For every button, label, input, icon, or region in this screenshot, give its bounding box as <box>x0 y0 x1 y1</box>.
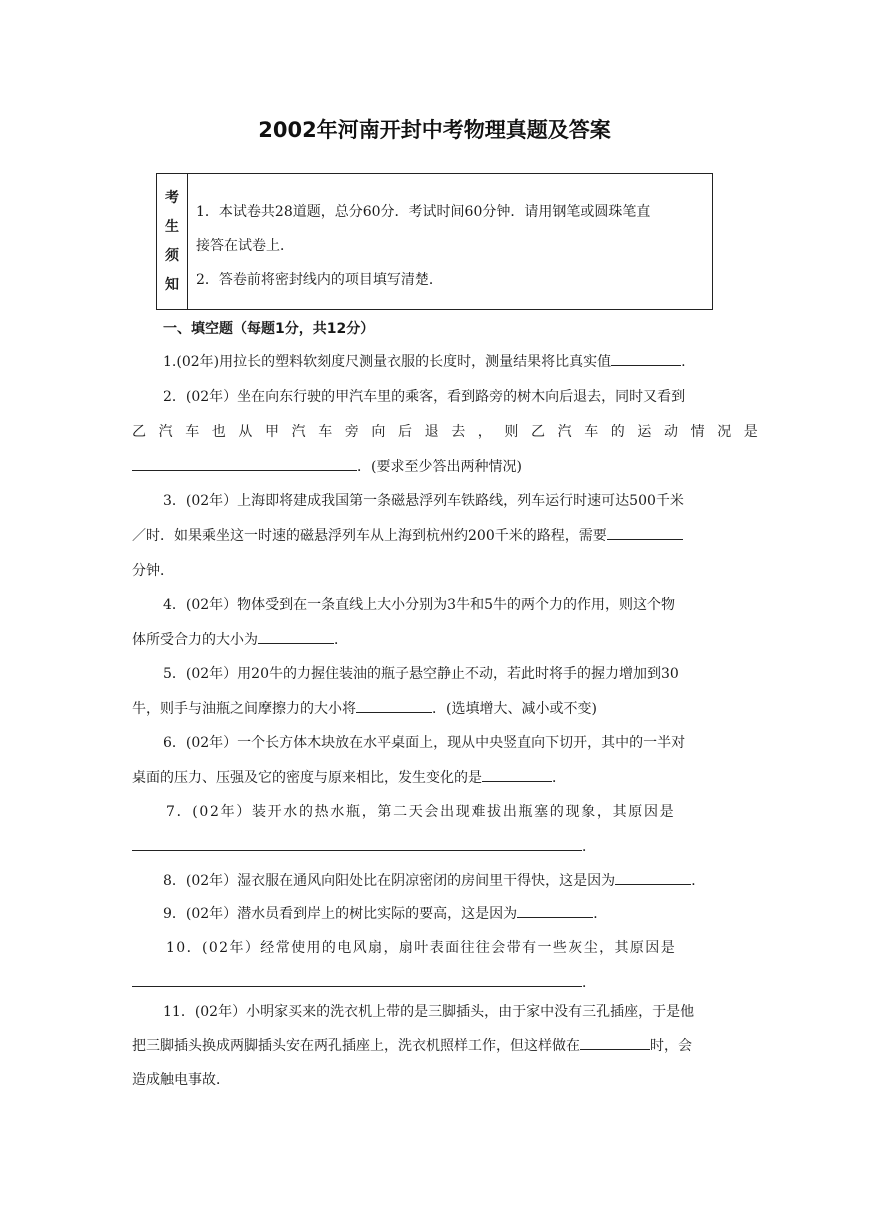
question-4 <box>132 588 738 658</box>
notice-item-1 <box>196 195 700 263</box>
question-7 <box>132 795 738 865</box>
question-line <box>132 830 738 865</box>
question-text: 造成触电事故． <box>132 1072 230 1088</box>
answer-blank[interactable] <box>517 901 593 918</box>
question-text: 1.(02年)用拉长的塑料软刻度尺测量衣服的长度时，测量结果将比真实值 <box>163 354 612 370</box>
answer-blank[interactable] <box>132 454 357 471</box>
question-text: 2．(02年）坐在向东行驶的甲汽车里的乘客，看到路旁的树木向后退去，同时又看到 <box>163 389 686 405</box>
question-text: ． <box>691 873 706 889</box>
answer-blank[interactable] <box>356 696 432 713</box>
question-line <box>132 1029 738 1063</box>
answer-blank[interactable] <box>132 834 582 851</box>
question-text: . <box>681 354 686 370</box>
question-text: 乙汽车也从甲汽车旁向后退去，则乙汽车的运动情况是 <box>132 424 771 440</box>
question-8 <box>132 864 738 899</box>
page-title: 2002年河南开封中考物理真题及答案 <box>258 118 611 142</box>
answer-blank[interactable] <box>258 627 334 644</box>
question-10 <box>132 931 738 1001</box>
answer-blank[interactable] <box>615 868 691 885</box>
question-9 <box>132 897 738 932</box>
question-6 <box>132 726 738 796</box>
question-3 <box>132 484 738 589</box>
notice-body <box>188 174 712 309</box>
question-text: 9．(02年）潜水员看到岸上的树比实际的要高，这是因为 <box>163 906 518 922</box>
answer-blank[interactable] <box>132 970 582 987</box>
question-11 <box>132 995 738 1097</box>
question-text: 体所受合力的大小为 <box>132 632 258 648</box>
question-line <box>132 761 738 796</box>
answer-blank[interactable] <box>580 1033 650 1050</box>
question-text: ． <box>334 632 348 648</box>
question-text: ． <box>582 839 596 855</box>
question-text: ／时．如果乘坐这一时速的磁悬浮列车从上海到杭州约200千米的路程，需要 <box>132 528 607 544</box>
question-text: 分钟． <box>132 563 174 579</box>
question-text: 10．(02年）经常使用的电风扇，扇叶表面往往会带有一些灰尘，其原因是 <box>166 940 677 956</box>
question-text: ． <box>582 975 596 991</box>
notice-item-1-line: 接答在试卷上． <box>196 238 294 254</box>
question-text: 4．(02年）物体受到在一条直线上大小分别为3牛和5牛的两个力的作用，则这个物 <box>163 597 675 613</box>
question-text: 7．(02年）装开水的热水瓶，第二天会出现难拔出瓶塞的现象，其原因是 <box>166 804 676 820</box>
question-text: 时，会 <box>650 1038 692 1054</box>
question-5 <box>132 657 738 727</box>
section-heading: 一、填空题（每题1分，共12分） <box>163 321 375 337</box>
question-text: 桌面的压力、压强及它的密度与原来相比，发生变化的是 <box>132 770 482 786</box>
question-text: 3．(02年）上海即将建成我国第一条磁悬浮列车铁路线，列车运行时速可达500千米 <box>163 493 684 509</box>
question-text: 5．(02年）用20牛的力握住装油的瓶子悬空静止不动，若此时将手的握力增加到30 <box>163 666 679 682</box>
notice-heading-char: 生 <box>165 218 179 235</box>
question-line <box>132 450 738 485</box>
notice-item-1-line: 1．本试卷共28道题，总分60分．考试时间60分钟．请用钢笔或圆珠笔直 <box>196 204 651 220</box>
answer-blank[interactable] <box>607 523 683 540</box>
notice-heading <box>157 174 188 309</box>
question-text: 把三脚插头换成两脚插头安在两孔插座上，洗衣机照样工作，但这样做在 <box>132 1038 580 1054</box>
notice-item-2: 2．答卷前将密封线内的项目填写清楚． <box>196 272 443 288</box>
notice-heading-char: 知 <box>165 276 179 293</box>
notice-heading-char: 须 <box>165 247 179 264</box>
question-text: 8．(02年）湿衣服在通风向阳处比在阴凉密闭的房间里干得快，这是因为 <box>163 873 616 889</box>
question-text: ．(选填增大、减小或不变) <box>432 701 597 717</box>
question-text: 牛，则手与油瓶之间摩擦力的大小将 <box>132 701 356 717</box>
question-line <box>132 519 738 554</box>
question-text: ．(要求至少答出两种情况) <box>357 459 522 475</box>
candidate-notice-box <box>156 173 713 310</box>
question-text: 11．(02年）小明家买来的洗衣机上带的是三脚插头，由于家中没有三孔插座，于是他 <box>163 1004 695 1020</box>
answer-blank[interactable] <box>482 765 552 782</box>
answer-blank[interactable] <box>611 349 681 366</box>
question-line <box>132 692 738 727</box>
question-text: ． <box>593 906 608 922</box>
question-text: ． <box>552 770 566 786</box>
notice-heading-char: 考 <box>165 189 179 206</box>
question-1 <box>132 345 738 380</box>
question-line <box>132 623 738 658</box>
question-text: 6．(02年）一个长方体木块放在水平桌面上，现从中央竖直向下切开，其中的一半对 <box>163 735 686 751</box>
question-2 <box>132 380 771 485</box>
